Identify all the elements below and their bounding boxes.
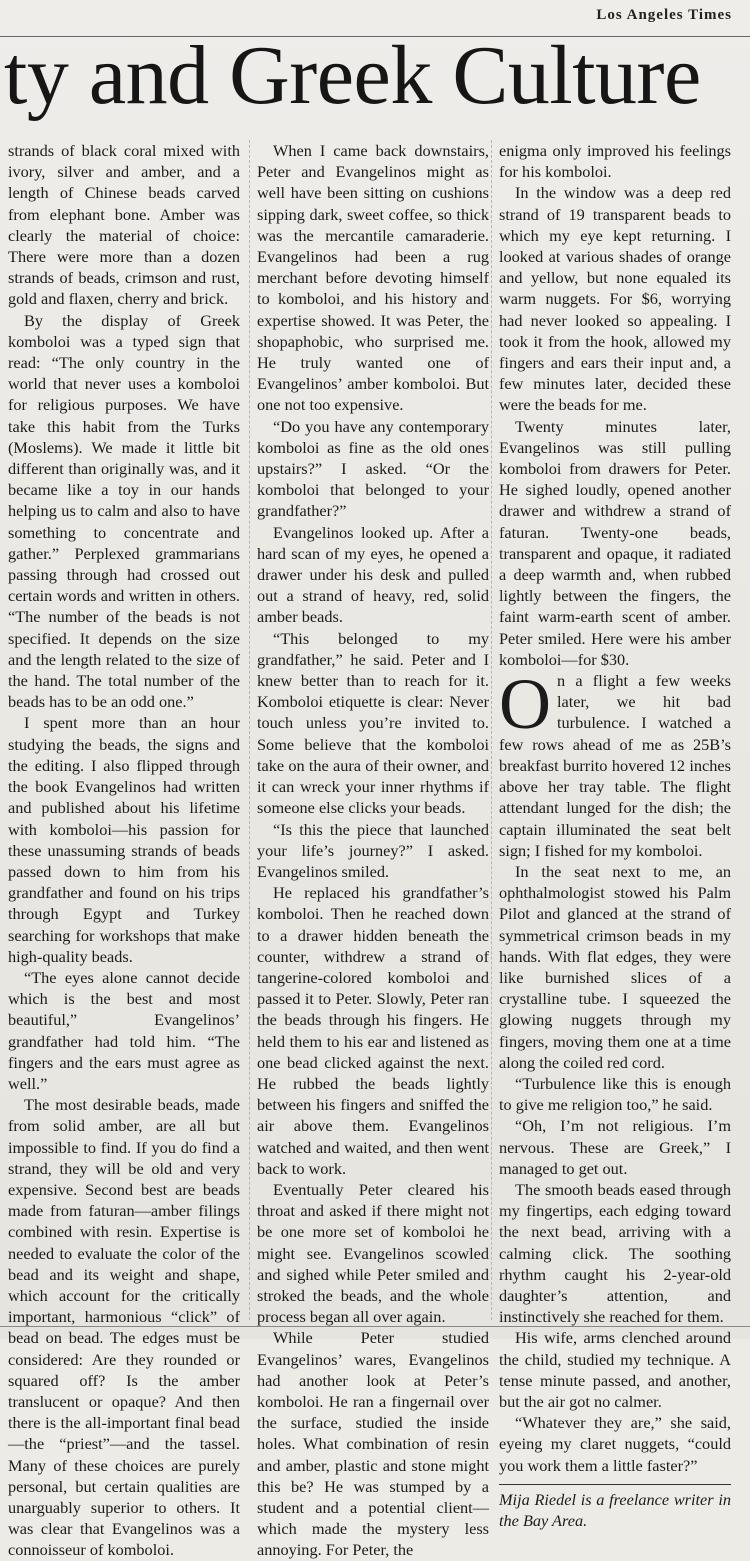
masthead: Los Angeles Times bbox=[596, 7, 732, 23]
paragraph-text: “Oh, I’m not religious. I’m nervous. These are Greek,” I managed to get out. bbox=[499, 1116, 731, 1178]
paragraph-text: enigma only improved his feelings for his komboloi. bbox=[499, 141, 731, 182]
paragraph bbox=[257, 628, 489, 819]
drop-cap: O bbox=[499, 664, 551, 745]
paragraph-text: The most desirable beads, made from solid amber, are all but impossible to find. If you do find a strand, they will be old and very expensive. Second best are beads made from faturan—amber filings combined with resin. Expertise is needed to evaluate the color of the bead and its weight and shape, which account for the critically important, harmonious “click” of bead on bead. The edges must be considered: Are they rounded or squared off? Is the amber translucent or opaque? And then there is the all-important final bead—the “priest”—and the tassel. Many of these choices are purely personal, but certain qualities are unarguably superior to others. It was clear that Evangelinos was a connoisseur of komboloi. bbox=[8, 1095, 240, 1560]
byline: Mija Riedel is a freelance writer in the Bay Area. bbox=[499, 1489, 731, 1530]
headline: ty and Greek Culture bbox=[4, 29, 701, 122]
paragraph bbox=[499, 664, 731, 861]
paragraph-text: Twenty minutes later, Evangelinos was still pulling komboloi from drawers for Peter. He sighed loudly, opened another drawer and withdrew a strand of faturan. Twenty-one beads, transparent and opaque, it radiated a deep warmth and, when rubbed lightly between the fingers, the faint warm-earth scent of amber. Peter smiled. Here were his amber komboloi—for $30. bbox=[499, 416, 731, 669]
paragraph-text: While Peter studied Evangelinos’ wares, Evangelinos had another look at Peter’s komboloi. He ran a fingernail over the surface, studied the inside holes. What combination of resin and amber, plastic and stone might this be? He was stumped by a student and a potential client—which made the mystery less annoying. For Peter, the bbox=[257, 1328, 489, 1560]
paragraph bbox=[8, 140, 240, 310]
paragraph bbox=[8, 712, 240, 966]
paragraph-text: strands of black coral mixed with ivory, silver and amber, and a length of Chinese beads carved from elephant bone. Amber was clearly the material of choice: There were more than a dozen strands of beads, crimson and rust, gold and flaxen, cherry and brick. bbox=[8, 141, 240, 309]
paragraph bbox=[499, 182, 731, 415]
paragraph bbox=[499, 416, 731, 670]
paragraph bbox=[499, 861, 731, 1073]
paragraph bbox=[257, 416, 489, 522]
paragraph bbox=[257, 522, 489, 628]
paragraph-text: n a flight a few weeks later, we hit bad turbulence. I watched a few rows ahead of me as 25B’s breakfast burrito hovered 12 inches above her tray table. The flight attendant lunged for the dish; the captain illuminated the seat belt sign; I fished for my komboloi. bbox=[499, 671, 731, 860]
paragraph bbox=[499, 140, 731, 182]
paragraph bbox=[8, 310, 240, 713]
paragraph-text: “Do you have any contemporary komboloi as fine as the old ones upstairs?” I asked. “Or the komboloi that belonged to your grandfather?” bbox=[257, 416, 489, 521]
column-divider bbox=[249, 140, 250, 1320]
paragraph bbox=[499, 1412, 731, 1476]
paragraph-text: “Whatever they are,” she said, eyeing my claret nuggets, “could you work them a little faster?” bbox=[499, 1413, 731, 1475]
paragraph bbox=[8, 1094, 240, 1560]
paragraph-text: “The eyes alone cannot decide which is the best and most beautiful,” Evangelinos’ grandfather had told him. “The fingers and the ears must agree as well.” bbox=[8, 967, 240, 1093]
paragraph bbox=[499, 1179, 731, 1327]
article-column-3 bbox=[499, 140, 731, 1531]
article-column-1 bbox=[8, 140, 240, 1561]
paragraph-text: His wife, arms clenched around the child, studied my technique. A tense minute passed, and another, but the air got no calmer. bbox=[499, 1328, 731, 1411]
paragraph bbox=[257, 1327, 489, 1560]
paragraph bbox=[257, 1179, 489, 1327]
paragraph-text: Evangelinos looked up. After a hard scan of my eyes, he opened a drawer under his desk and pulled out a strand of heavy, red, solid amber beads. bbox=[257, 522, 489, 627]
paragraph-text: I spent more than an hour studying the beads, the signs and the editing. I also flipped through the book Evangelinos had written and published about his lifetime with komboloi—his passion for these unassuming strands of beads passed down to him from his grandfather and found on his trips through Egypt and Turkey searching for workshops that make high-quality beads. bbox=[8, 713, 240, 966]
bottom-rule bbox=[0, 1326, 750, 1327]
paragraph bbox=[499, 1115, 731, 1179]
article-column-2 bbox=[257, 140, 489, 1561]
column-divider bbox=[491, 140, 492, 1320]
paragraph bbox=[257, 819, 489, 883]
paragraph-text: By the display of Greek komboloi was a typed sign that read: “The only country in the world that never uses a komboloi for religious purposes. We have take this habit from the Turks (Moslems). We made it little bit different than originally was, and it became like a toy in our hands helping us to calm and also to have something to concentrate and gather.” Perplexed grammarians passing through had crossed out certain words and written in others. “The number of the beads is not specified. It depends on the size and the length related to the size of the hand. The total number of the beads has to be an odd one.” bbox=[8, 310, 240, 712]
paragraph-text: He replaced his grandfather’s komboloi. Then he reached down to a drawer hidden beneath the counter, withdrew a strand of tangerine-colored komboloi and passed it to Peter. Slowly, Peter ran the beads through his fingers. He held them to his ear and listened as one bead clicked against the next. He rubbed the beads lightly between his fingers and sniffed the air above them. Evangelinos watched and waited, and then went back to work. bbox=[257, 883, 489, 1178]
paragraph-text: In the window was a deep red strand of 19 transparent beads to which my eye kept returning. I looked at various shades of orange and yellow, but none equaled its warm nuggets. For $6, worrying had never looked so appealing. I took it from the hook, allowed my fingers and ears their input and, a few minutes later, decided these were the beads for me. bbox=[499, 183, 731, 415]
paragraph-text: Eventually Peter cleared his throat and asked if there might not be one more set of komboloi he might see. Evangelinos scowled and sighed while Peter smiled and stroked the beads, and the whole process began all over again. bbox=[257, 1179, 489, 1327]
paragraph bbox=[499, 1327, 731, 1412]
paragraph-text: “This belonged to my grandfather,” he said. Peter and I knew better than to reach for it. Komboloi etiquette is clear: Never touch unless you’re invited to. Some believe that the komboloi take on the aura of their owner, and it can wreck your inner rhythms if someone else clicks your beads. bbox=[257, 628, 489, 818]
paragraph-text: “Is this the piece that launched your life’s journey?” I asked. Evangelinos smiled. bbox=[257, 819, 489, 881]
paragraph bbox=[8, 967, 240, 1094]
paragraph bbox=[499, 1073, 731, 1115]
paragraph bbox=[257, 882, 489, 1179]
paragraph-text: “Turbulence like this is enough to give me religion too,” he said. bbox=[499, 1073, 731, 1115]
paragraph-text: When I came back downstairs, Peter and Evangelinos might as well have been sitting on cushions sipping dark, sweet coffee, so thick was the mercantile camaraderie. Evangelinos had been a rug merchant before devoting himself to komboloi, and his history and expertise showed. It was Peter, the shopaphobic, who surprised me. He truly wanted one of Evangelinos’ amber komboloi. But one not too expensive. bbox=[257, 141, 489, 415]
paragraph-text: In the seat next to me, an ophthalmologist stowed his Palm Pilot and glanced at the strand of symmetrical crimson beads in my hands. With flat edges, they were like burnished slices of a crystalline tube. I squeezed the glowing nuggets through my fingers, moving them one at a time along the coiled red cord. bbox=[499, 861, 731, 1072]
byline-rule bbox=[499, 1484, 731, 1485]
paragraph bbox=[257, 140, 489, 416]
paragraph-text: The smooth beads eased through my fingertips, each edging toward the next bead, arriving with a calming click. The soothing rhythm caught his 2-year-old daughter’s attention, and instinctively she reached for them. bbox=[499, 1179, 731, 1327]
